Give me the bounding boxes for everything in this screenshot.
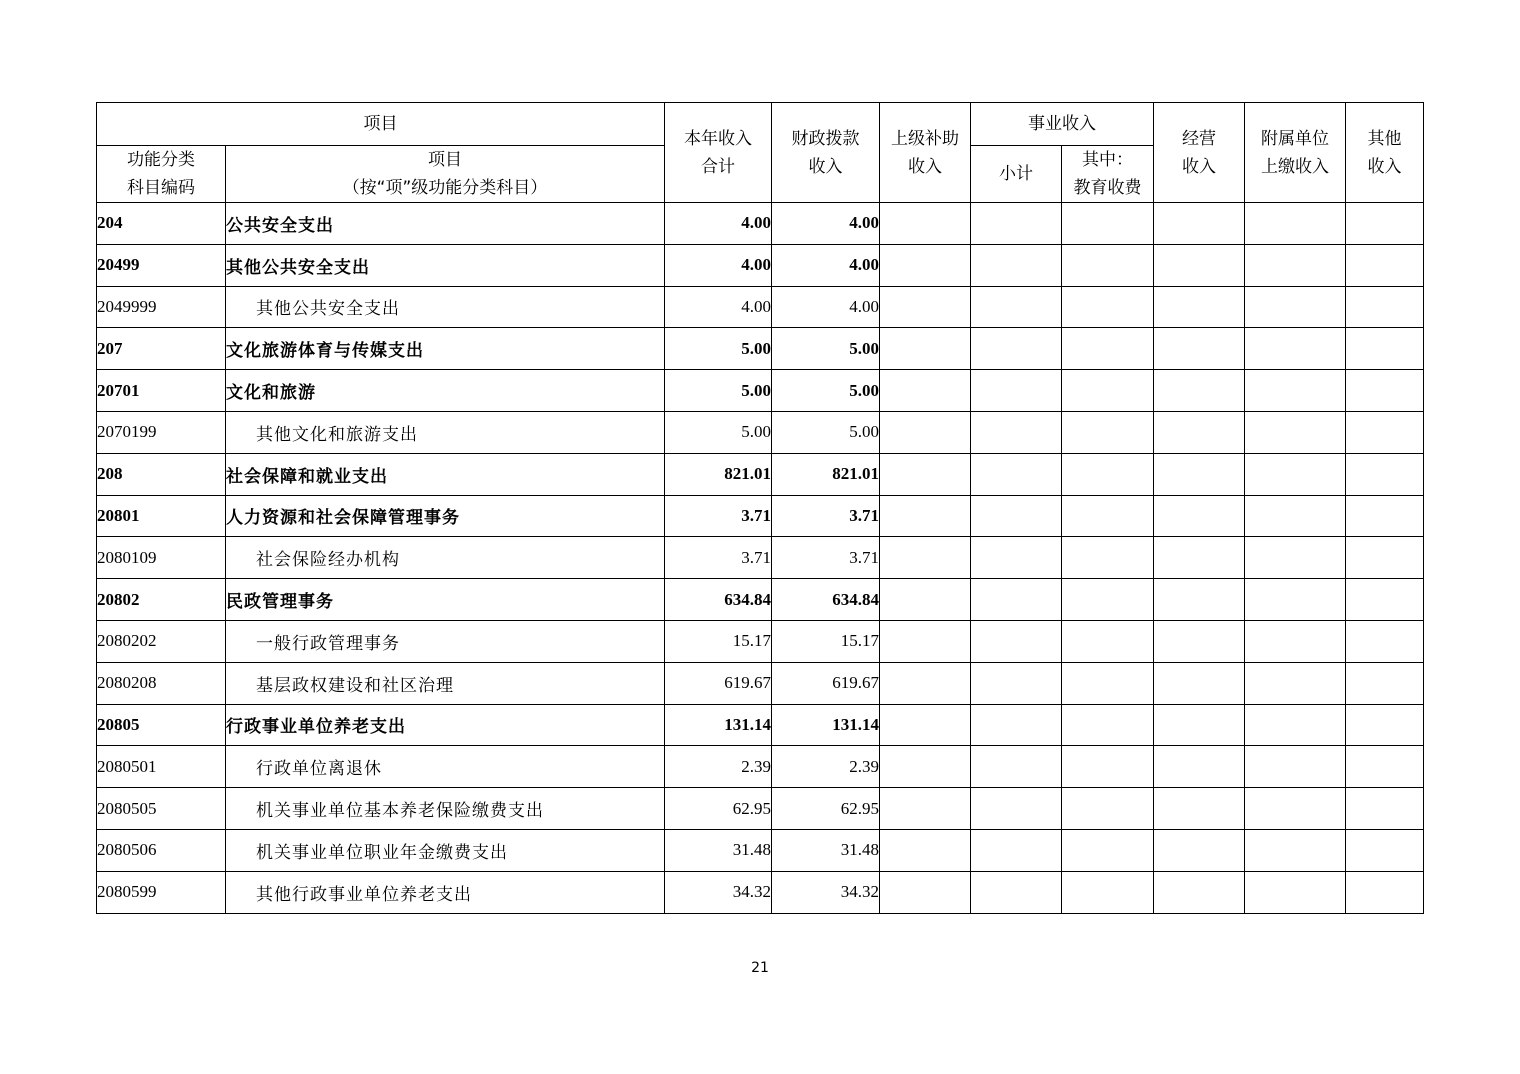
name-cell: 行政事业单位养老支出 — [226, 704, 665, 746]
subtotal-cell — [971, 829, 1062, 871]
operating-cell — [1154, 370, 1245, 412]
other-cell — [1346, 537, 1424, 579]
table-row — [97, 411, 1424, 453]
total-cell: 2.39 — [665, 746, 772, 788]
code-cell: 2080208 — [97, 662, 226, 704]
header-code: 功能分类 科目编码 — [97, 146, 226, 203]
table-row — [97, 495, 1424, 537]
table-row — [97, 244, 1424, 286]
fiscal-cell: 31.48 — [772, 829, 880, 871]
total-cell: 4.00 — [665, 244, 772, 286]
subtotal-cell — [971, 244, 1062, 286]
name-cell: 基层政权建设和社区治理 — [226, 662, 665, 704]
total-cell: 5.00 — [665, 411, 772, 453]
education-cell — [1062, 579, 1154, 621]
other-cell — [1346, 495, 1424, 537]
code-cell: 2080599 — [97, 871, 226, 913]
fiscal-cell: 131.14 — [772, 704, 880, 746]
other-cell — [1346, 579, 1424, 621]
fiscal-cell: 3.71 — [772, 537, 880, 579]
total-cell: 5.00 — [665, 328, 772, 370]
code-cell: 2070199 — [97, 411, 226, 453]
operating-cell — [1154, 662, 1245, 704]
affiliated-cell — [1245, 579, 1346, 621]
affiliated-cell — [1245, 620, 1346, 662]
operating-cell — [1154, 495, 1245, 537]
other-cell — [1346, 453, 1424, 495]
table-row — [97, 328, 1424, 370]
table-row — [97, 203, 1424, 245]
affiliated-cell — [1245, 453, 1346, 495]
header-name: 项目 （按“项”级功能分类科目） — [226, 146, 665, 203]
total-cell: 634.84 — [665, 579, 772, 621]
name-cell: 机关事业单位基本养老保险缴费支出 — [226, 788, 665, 830]
subtotal-cell — [971, 328, 1062, 370]
operating-cell — [1154, 871, 1245, 913]
affiliated-cell — [1245, 495, 1346, 537]
code-cell: 2080505 — [97, 788, 226, 830]
operating-cell — [1154, 411, 1245, 453]
subtotal-cell — [971, 704, 1062, 746]
operating-cell — [1154, 579, 1245, 621]
affiliated-cell — [1245, 829, 1346, 871]
fiscal-cell: 821.01 — [772, 453, 880, 495]
budget-income-table — [96, 102, 1424, 914]
subtotal-cell — [971, 579, 1062, 621]
affiliated-cell — [1245, 286, 1346, 328]
total-cell: 31.48 — [665, 829, 772, 871]
operating-cell — [1154, 704, 1245, 746]
name-cell: 其他公共安全支出 — [226, 244, 665, 286]
subtotal-cell — [971, 286, 1062, 328]
total-cell: 5.00 — [665, 370, 772, 412]
header-project: 项目 — [97, 103, 665, 146]
subtotal-cell — [971, 662, 1062, 704]
name-cell: 其他文化和旅游支出 — [226, 411, 665, 453]
header-fiscal: 财政拨款 收入 — [772, 103, 880, 203]
superior-cell — [880, 662, 971, 704]
code-cell: 2049999 — [97, 286, 226, 328]
name-cell: 社会保障和就业支出 — [226, 453, 665, 495]
affiliated-cell — [1245, 704, 1346, 746]
superior-cell — [880, 370, 971, 412]
superior-cell — [880, 620, 971, 662]
education-cell — [1062, 788, 1154, 830]
table-row — [97, 579, 1424, 621]
operating-cell — [1154, 203, 1245, 245]
fiscal-cell: 5.00 — [772, 411, 880, 453]
total-cell: 619.67 — [665, 662, 772, 704]
total-cell: 3.71 — [665, 537, 772, 579]
fiscal-cell: 5.00 — [772, 328, 880, 370]
superior-cell — [880, 495, 971, 537]
header-other: 其他 收入 — [1346, 103, 1424, 203]
affiliated-cell — [1245, 411, 1346, 453]
education-cell — [1062, 203, 1154, 245]
other-cell — [1346, 203, 1424, 245]
name-cell: 其他行政事业单位养老支出 — [226, 871, 665, 913]
affiliated-cell — [1245, 370, 1346, 412]
code-cell: 2080501 — [97, 746, 226, 788]
name-cell: 行政单位离退休 — [226, 746, 665, 788]
superior-cell — [880, 244, 971, 286]
table-row — [97, 746, 1424, 788]
fiscal-cell: 4.00 — [772, 203, 880, 245]
other-cell — [1346, 746, 1424, 788]
subtotal-cell — [971, 537, 1062, 579]
table-row — [97, 788, 1424, 830]
table-row — [97, 370, 1424, 412]
affiliated-cell — [1245, 746, 1346, 788]
code-cell: 204 — [97, 203, 226, 245]
name-cell: 公共安全支出 — [226, 203, 665, 245]
table-row — [97, 286, 1424, 328]
superior-cell — [880, 579, 971, 621]
education-cell — [1062, 495, 1154, 537]
operating-cell — [1154, 537, 1245, 579]
table-body — [97, 203, 1424, 914]
fiscal-cell: 4.00 — [772, 286, 880, 328]
superior-cell — [880, 829, 971, 871]
total-cell: 131.14 — [665, 704, 772, 746]
education-cell — [1062, 829, 1154, 871]
affiliated-cell — [1245, 662, 1346, 704]
education-cell — [1062, 746, 1154, 788]
code-cell: 20802 — [97, 579, 226, 621]
superior-cell — [880, 286, 971, 328]
other-cell — [1346, 788, 1424, 830]
superior-cell — [880, 788, 971, 830]
header-subtotal: 小计 — [971, 146, 1062, 203]
subtotal-cell — [971, 620, 1062, 662]
education-cell — [1062, 370, 1154, 412]
total-cell: 4.00 — [665, 203, 772, 245]
education-cell — [1062, 286, 1154, 328]
fiscal-cell: 5.00 — [772, 370, 880, 412]
operating-cell — [1154, 829, 1245, 871]
subtotal-cell — [971, 203, 1062, 245]
table-row — [97, 537, 1424, 579]
other-cell — [1346, 411, 1424, 453]
header-affiliated: 附属单位 上缴收入 — [1245, 103, 1346, 203]
fiscal-cell: 62.95 — [772, 788, 880, 830]
affiliated-cell — [1245, 871, 1346, 913]
education-cell — [1062, 662, 1154, 704]
affiliated-cell — [1245, 537, 1346, 579]
code-cell: 20805 — [97, 704, 226, 746]
superior-cell — [880, 704, 971, 746]
fiscal-cell: 34.32 — [772, 871, 880, 913]
table-row — [97, 620, 1424, 662]
superior-cell — [880, 871, 971, 913]
other-cell — [1346, 370, 1424, 412]
code-cell: 2080506 — [97, 829, 226, 871]
education-cell — [1062, 871, 1154, 913]
education-cell — [1062, 453, 1154, 495]
code-cell: 20701 — [97, 370, 226, 412]
name-cell: 机关事业单位职业年金缴费支出 — [226, 829, 665, 871]
header-operating: 经营 收入 — [1154, 103, 1245, 203]
header-education: 其中： 教育收费 — [1062, 146, 1154, 203]
subtotal-cell — [971, 871, 1062, 913]
superior-cell — [880, 203, 971, 245]
fiscal-cell: 619.67 — [772, 662, 880, 704]
superior-cell — [880, 746, 971, 788]
affiliated-cell — [1245, 328, 1346, 370]
fiscal-cell: 2.39 — [772, 746, 880, 788]
operating-cell — [1154, 620, 1245, 662]
superior-cell — [880, 537, 971, 579]
affiliated-cell — [1245, 788, 1346, 830]
fiscal-cell: 15.17 — [772, 620, 880, 662]
other-cell — [1346, 662, 1424, 704]
operating-cell — [1154, 328, 1245, 370]
education-cell — [1062, 244, 1154, 286]
other-cell — [1346, 328, 1424, 370]
total-cell: 821.01 — [665, 453, 772, 495]
total-cell: 3.71 — [665, 495, 772, 537]
affiliated-cell — [1245, 203, 1346, 245]
table-row — [97, 662, 1424, 704]
table-row — [97, 829, 1424, 871]
total-cell: 4.00 — [665, 286, 772, 328]
subtotal-cell — [971, 746, 1062, 788]
name-cell: 文化旅游体育与传媒支出 — [226, 328, 665, 370]
education-cell — [1062, 411, 1154, 453]
code-cell: 2080109 — [97, 537, 226, 579]
fiscal-cell: 634.84 — [772, 579, 880, 621]
name-cell: 文化和旅游 — [226, 370, 665, 412]
operating-cell — [1154, 788, 1245, 830]
affiliated-cell — [1245, 244, 1346, 286]
subtotal-cell — [971, 453, 1062, 495]
subtotal-cell — [971, 788, 1062, 830]
total-cell: 62.95 — [665, 788, 772, 830]
subtotal-cell — [971, 495, 1062, 537]
name-cell: 民政管理事务 — [226, 579, 665, 621]
code-cell: 208 — [97, 453, 226, 495]
operating-cell — [1154, 453, 1245, 495]
total-cell: 15.17 — [665, 620, 772, 662]
operating-cell — [1154, 244, 1245, 286]
header-total: 本年收入 合计 — [665, 103, 772, 203]
education-cell — [1062, 328, 1154, 370]
superior-cell — [880, 411, 971, 453]
fiscal-cell: 4.00 — [772, 244, 880, 286]
superior-cell — [880, 328, 971, 370]
page-number: 21 — [751, 960, 769, 976]
education-cell — [1062, 537, 1154, 579]
total-cell: 34.32 — [665, 871, 772, 913]
other-cell — [1346, 871, 1424, 913]
other-cell — [1346, 704, 1424, 746]
name-cell: 其他公共安全支出 — [226, 286, 665, 328]
header-business-group: 事业收入 — [971, 103, 1154, 146]
code-cell: 20499 — [97, 244, 226, 286]
table-row — [97, 704, 1424, 746]
education-cell — [1062, 620, 1154, 662]
other-cell — [1346, 244, 1424, 286]
name-cell: 一般行政管理事务 — [226, 620, 665, 662]
name-cell: 人力资源和社会保障管理事务 — [226, 495, 665, 537]
code-cell: 207 — [97, 328, 226, 370]
header-superior: 上级补助 收入 — [880, 103, 971, 203]
fiscal-cell: 3.71 — [772, 495, 880, 537]
name-cell: 社会保险经办机构 — [226, 537, 665, 579]
code-cell: 20801 — [97, 495, 226, 537]
subtotal-cell — [971, 370, 1062, 412]
superior-cell — [880, 453, 971, 495]
other-cell — [1346, 620, 1424, 662]
table-row — [97, 453, 1424, 495]
subtotal-cell — [971, 411, 1062, 453]
operating-cell — [1154, 286, 1245, 328]
table-row — [97, 871, 1424, 913]
other-cell — [1346, 829, 1424, 871]
code-cell: 2080202 — [97, 620, 226, 662]
operating-cell — [1154, 746, 1245, 788]
education-cell — [1062, 704, 1154, 746]
other-cell — [1346, 286, 1424, 328]
